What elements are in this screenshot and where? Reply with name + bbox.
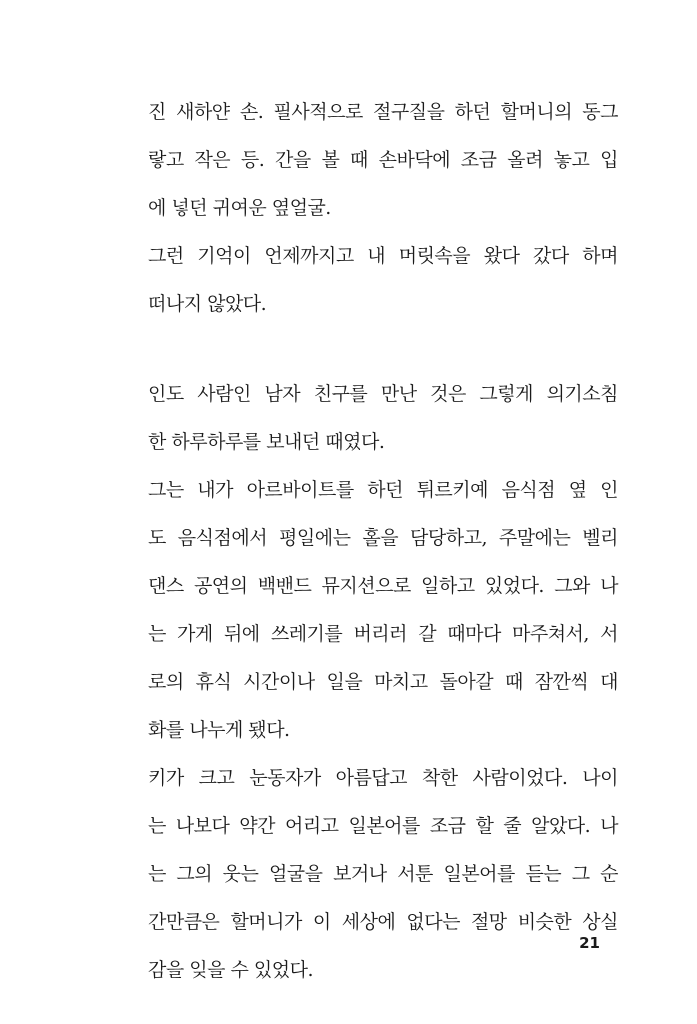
- body-text: [148, 0, 618, 1024]
- text-line: 는 가게 뒤에 쓰레기를 버리러 갈 때마다 마주쳐서, 서: [148, 623, 618, 645]
- text-line: 랗고 작은 등. 간을 볼 때 손바닥에 조금 올려 놓고 입: [148, 149, 618, 171]
- text-line: 한 하루하루를 보내던 때였다.: [148, 431, 385, 453]
- text-line: 는 그의 웃는 얼굴을 보거나 서툰 일본어를 듣는 그 순: [148, 863, 618, 885]
- text-line: 감을 잊을 수 있었다.: [148, 959, 313, 981]
- text-line: 떠나지 않았다.: [148, 293, 267, 315]
- text-line: 화를 나누게 됐다.: [148, 719, 290, 741]
- paragraph-start-line: 그는 내가 아르바이트를 하던 튀르키예 음식점 옆 인: [148, 479, 618, 501]
- page-number: 21: [579, 934, 600, 952]
- text-line: 간만큼은 할머니가 이 세상에 없다는 절망 비슷한 상실: [148, 911, 618, 933]
- text-line: 는 나보다 약간 어리고 일본어를 조금 할 줄 알았다. 나: [148, 815, 618, 837]
- paragraph-start-line: 키가 크고 눈동자가 아름답고 착한 사람이었다. 나이: [148, 767, 618, 789]
- text-line: 로의 휴식 시간이나 일을 마치고 돌아갈 때 잠깐씩 대: [148, 671, 618, 693]
- paragraph-start-line: 인도 사람인 남자 친구를 만난 것은 그렇게 의기소침: [148, 383, 618, 405]
- text-line: 댄스 공연의 백밴드 뮤지션으로 일하고 있었다. 그와 나: [148, 575, 618, 597]
- text-line: 진 새하얀 손. 필사적으로 절구질을 하던 할머니의 동그: [148, 101, 618, 123]
- text-line: 에 넣던 귀여운 옆얼굴.: [148, 197, 331, 219]
- paragraph-start-line: 그런 기억이 언제까지고 내 머릿속을 왔다 갔다 하며: [148, 245, 618, 267]
- text-line: 도 음식점에서 평일에는 홀을 담당하고, 주말에는 벨리: [148, 527, 618, 549]
